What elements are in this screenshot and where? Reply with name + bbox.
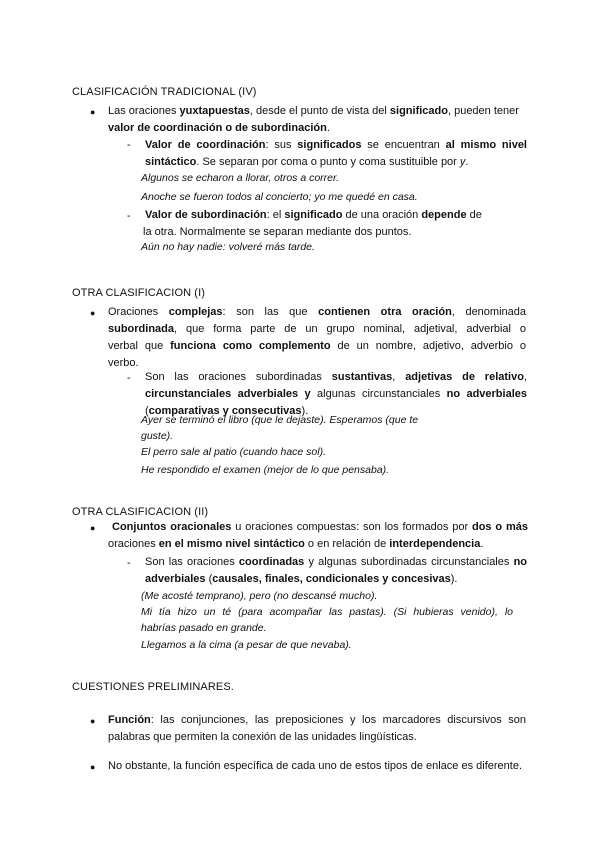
example-sentence: guste). [141, 430, 174, 442]
paragraph: Oraciones complejas: son las que contienen otra oración, denominada subordinada, que forma parte de un grupo nominal, adjetival, adverbial o verbal que funciona como complemento de un nombre, adjetivo, adverbio o verbo. [108, 306, 526, 369]
section-heading: CUESTIONES PRELIMINARES. [72, 681, 234, 693]
example-sentence: habrías pasado en grande. [141, 622, 267, 634]
example-sentence: El perro sale al patio (cuando hace sol). [141, 446, 327, 458]
dash-icon: - [127, 210, 131, 222]
paragraph: Las oraciones yuxtapuestas, desde el punto de vista del significado, pueden tener valor de coordinación o de subordinación. [108, 105, 519, 134]
paragraph: No obstante, la función específica de cada uno de estos tipos de enlace es diferente. [108, 760, 522, 772]
section-heading: OTRA CLASIFICACION (I) [72, 287, 205, 299]
bullet-icon: ● [90, 762, 96, 772]
example-sentence: Llegamos a la cima (a pesar de que nevaba). [141, 639, 352, 651]
example-sentence: Mi tía hizo un té (para acompañar las pastas). (Si hubieras venido), lo [141, 606, 513, 618]
example-sentence: He respondido el examen (mejor de lo que pensaba). [141, 464, 390, 476]
paragraph: Conjuntos oracionales u oraciones compuestas: son los formados por dos o más oraciones en el mismo nivel sintáctico o en relación de interdependencia. [108, 521, 528, 550]
paragraph: Función: las conjunciones, las preposiciones y los marcadores discursivos son palabras que permiten la conexión de las unidades lingüísticas. [108, 714, 526, 743]
bullet-icon: ● [90, 716, 96, 726]
example-sentence: Algunos se echaron a llorar, otros a correr. [141, 172, 340, 184]
paragraph: Son las oraciones subordinadas sustantivas, adjetivas de relativo, circunstanciales adverbiales y algunas circunstanciales no adverbiales (comparativas y consecutivas). [145, 371, 527, 417]
dash-icon: - [127, 557, 131, 569]
paragraph: Valor de coordinación: sus significados se encuentran al mismo nivel sintáctico. Se separan por coma o punto y coma sustituible por y. [145, 139, 527, 168]
example-sentence: (Me acosté temprano), pero (no descansé mucho). [141, 590, 378, 602]
example-sentence: Ayer se terminó el libro (que le dejaste). Esperamos (que te [141, 414, 419, 426]
example-sentence: Anoche se fueron todos al concierto; yo me quedé en casa. [141, 191, 418, 203]
bullet-icon: ● [90, 308, 96, 318]
bullet-icon: ● [90, 523, 96, 533]
paragraph: Son las oraciones coordinadas y algunas subordinadas circunstanciales no adverbiales (causales, finales, condicionales y concesivas). [145, 556, 528, 585]
section-heading: CLASIFICACIÓN TRADICIONAL (IV) [72, 86, 257, 98]
example-sentence: Aún no hay nadie: volveré más tarde. [141, 241, 315, 253]
paragraph: Valor de subordinación: el significado de una oración depende de la otra. Normalmente se separan mediante dos puntos. [143, 209, 482, 238]
section-heading: OTRA CLASIFICACION (II) [72, 506, 209, 518]
bullet-icon: ● [90, 107, 96, 117]
dash-icon: - [127, 372, 131, 384]
dash-icon: - [127, 139, 131, 151]
